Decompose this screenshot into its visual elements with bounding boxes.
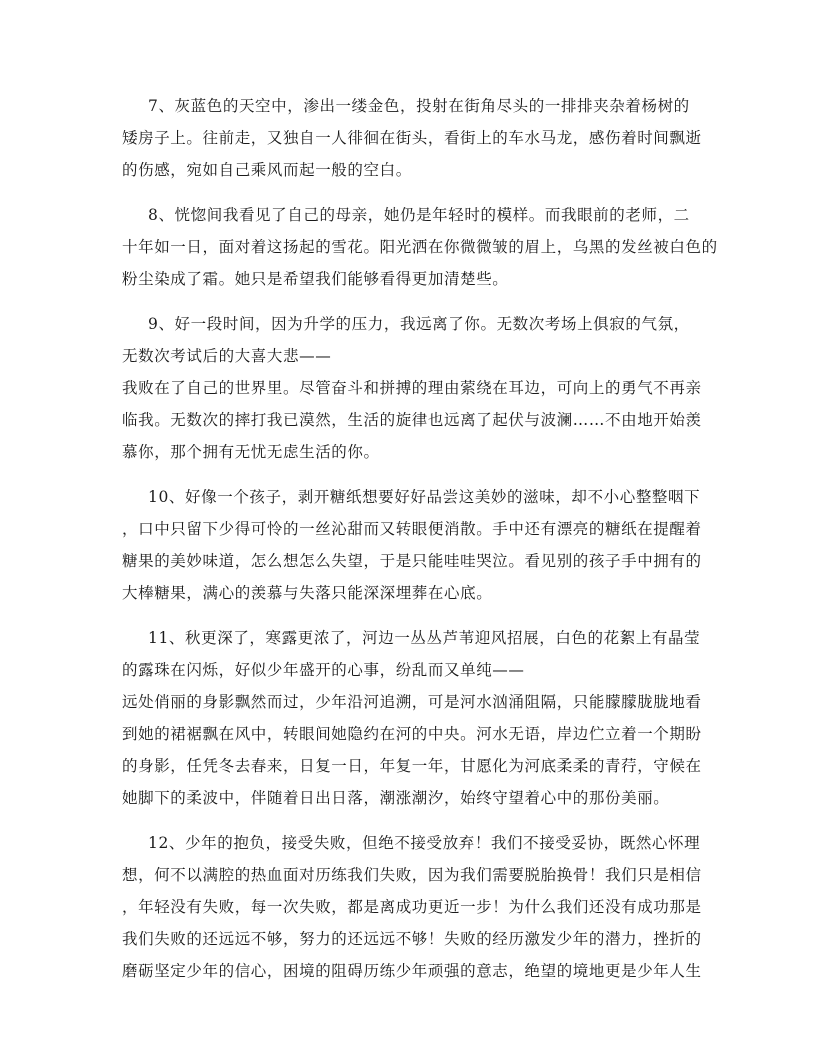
paragraph-line: 大棒糖果，满心的羡慕与失落只能深深埋葬在心底。 [122, 584, 493, 602]
document-body [122, 90, 718, 1000]
paragraph-line: 的伤感，宛如自己乘风而起一般的空白。 [122, 161, 412, 179]
paragraph-line: 11、秋更深了，寒露更浓了，河边一丛丛芦苇迎风招展，白色的花絮上有晶莹 [148, 629, 701, 647]
paragraph-line: 粉尘染成了霜。她只是希望我们能够看得更加清楚些。 [122, 270, 509, 288]
paragraph-line: 矮房子上。往前走，又独自一人徘徊在街头，看街上的车水马龙，感伤着时间飘逝 [122, 129, 702, 147]
paragraph-line: 临我。无数次的摔打我已漠然，生活的旋律也远离了起伏与波澜……不由地开始羡 [122, 411, 702, 429]
paragraph-line: 她脚下的柔波中，伴随着日出日落，潮涨潮汐，始终守望着心中的那份美丽。 [122, 789, 670, 807]
paragraph-line: 远处俏丽的身影飘然而过，少年沿河追溯，可是河水汹涌阻隔，只能朦朦胧胧地看 [122, 693, 702, 711]
paragraph-line: ，口中只留下少得可怜的一丝沁甜而又转眼便消散。手中还有漂亮的糖纸在提醒着 [122, 520, 702, 538]
paragraph-line: 12、少年的抱负，接受失败，但绝不接受放弃！我们不接受妥协，既然心怀理 [148, 834, 701, 852]
paragraph-line: 慕你，那个拥有无忧无虑生活的你。 [122, 443, 380, 461]
paragraph-line: 7、灰蓝色的天空中，渗出一缕金色，投射在街角尽头的一排排夹杂着杨树的 [148, 97, 690, 115]
paragraph-8 [122, 199, 718, 295]
paragraph-line: 磨砺坚定少年的信心，困境的阻碍历练少年顽强的意志，绝望的境地更是少年人生 [122, 962, 702, 980]
paragraph-11 [122, 622, 714, 814]
paragraph-line: 的身影，任凭冬去春来，日复一日，年复一年，甘愿化为河底柔柔的青荇，守候在 [122, 757, 702, 775]
paragraph-line: 想，何不以满腔的热血面对历练我们失败，因为我们需要脱胎换骨！我们只是相信 [122, 866, 702, 884]
paragraph-7 [122, 90, 714, 186]
paragraph-line: 十年如一日，面对着这扬起的雪花。阳光洒在你微微皱的眉上，乌黑的发丝被白色的 [122, 238, 718, 256]
paragraph-line: 无数次考试后的大喜大悲—— [122, 347, 332, 365]
paragraph-12 [122, 827, 714, 987]
paragraph-9 [122, 308, 714, 468]
paragraph-line: 我们失败的还远远不够，努力的还远远不够！失败的经历激发少年的潜力，挫折的 [122, 930, 702, 948]
paragraph-line: 10、好像一个孩子，剥开糖纸想要好好品尝这美妙的滋味，却不小心整整咽下 [148, 488, 701, 506]
paragraph-line: 9、好一段时间，因为升学的压力，我远离了你。无数次考场上俱寂的气氛， [148, 315, 690, 333]
paragraph-line: 8、恍惚间我看见了自己的母亲，她仍是年轻时的模样。而我眼前的老师，二 [148, 206, 690, 224]
paragraph-line: ，年轻没有失败，每一次失败，都是离成功更近一步！为什么我们还没有成功那是 [122, 898, 702, 916]
paragraph-line: 我败在了自己的世界里。尽管奋斗和拼搏的理由萦绕在耳边，可向上的勇气不再亲 [122, 379, 702, 397]
paragraph-line: 的露珠在闪烁，好似少年盛开的心事，纷乱而又单纯—— [122, 661, 525, 679]
paragraph-line: 糖果的美妙味道，怎么想怎么失望，于是只能哇哇哭泣。看见别的孩子手中拥有的 [122, 552, 702, 570]
paragraph-line: 到她的裙裾飘在风中，转眼间她隐约在河的中央。河水无语，岸边伫立着一个期盼 [122, 725, 702, 743]
paragraph-10 [122, 481, 714, 609]
